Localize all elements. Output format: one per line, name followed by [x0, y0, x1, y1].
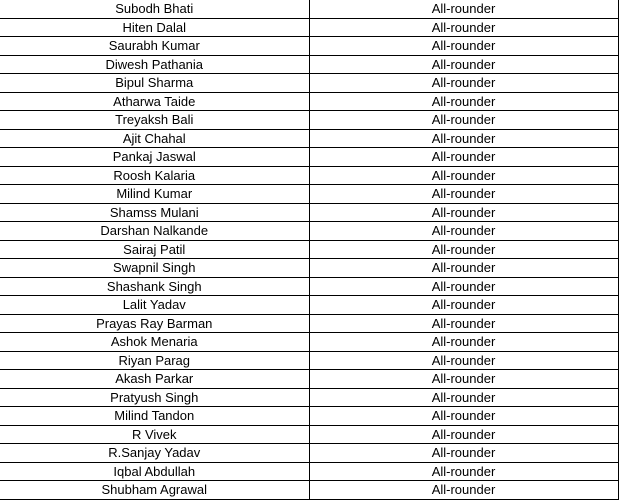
player-role-cell[interactable]: All-rounder — [309, 166, 618, 185]
player-name-cell[interactable]: Iqbal Abdullah — [0, 462, 309, 481]
table-row — [0, 37, 618, 56]
table-row — [0, 92, 618, 111]
table-row — [0, 277, 618, 296]
player-name-cell[interactable]: Milind Tandon — [0, 407, 309, 426]
player-name-cell[interactable]: Prayas Ray Barman — [0, 314, 309, 333]
player-role-cell[interactable]: All-rounder — [309, 444, 618, 463]
player-role-cell[interactable]: All-rounder — [309, 296, 618, 315]
player-name-cell[interactable]: Pankaj Jaswal — [0, 148, 309, 167]
player-name-cell[interactable]: Lalit Yadav — [0, 296, 309, 315]
table-row — [0, 55, 618, 74]
table-row — [0, 407, 618, 426]
player-name-cell[interactable]: Swapnil Singh — [0, 259, 309, 278]
table-row — [0, 388, 618, 407]
player-name-cell[interactable]: Ashok Menaria — [0, 333, 309, 352]
player-name-cell[interactable]: Shashank Singh — [0, 277, 309, 296]
table-row — [0, 314, 618, 333]
player-name-cell[interactable]: R Vivek — [0, 425, 309, 444]
player-name-cell[interactable]: Akash Parkar — [0, 370, 309, 389]
player-name-cell[interactable]: Diwesh Pathania — [0, 55, 309, 74]
player-role-cell[interactable]: All-rounder — [309, 0, 618, 18]
player-name-cell[interactable]: Saurabh Kumar — [0, 37, 309, 56]
player-name-cell[interactable]: Subodh Bhati — [0, 0, 309, 18]
player-role-cell[interactable]: All-rounder — [309, 240, 618, 259]
table-row — [0, 111, 618, 130]
player-name-cell[interactable]: Hiten Dalal — [0, 18, 309, 37]
player-role-cell[interactable]: All-rounder — [309, 277, 618, 296]
player-role-cell[interactable]: All-rounder — [309, 74, 618, 93]
player-role-cell[interactable]: All-rounder — [309, 222, 618, 241]
player-role-cell[interactable]: All-rounder — [309, 425, 618, 444]
player-role-cell[interactable]: All-rounder — [309, 481, 618, 500]
player-name-cell[interactable]: Bipul Sharma — [0, 74, 309, 93]
player-role-cell[interactable]: All-rounder — [309, 111, 618, 130]
table-row — [0, 351, 618, 370]
table-row — [0, 185, 618, 204]
table-row — [0, 222, 618, 241]
table-row — [0, 481, 618, 500]
player-name-cell[interactable]: Pratyush Singh — [0, 388, 309, 407]
player-role-cell[interactable]: All-rounder — [309, 370, 618, 389]
player-role-cell[interactable]: All-rounder — [309, 55, 618, 74]
player-role-cell[interactable]: All-rounder — [309, 129, 618, 148]
table-row — [0, 166, 618, 185]
player-name-cell[interactable]: Darshan Nalkande — [0, 222, 309, 241]
player-role-cell[interactable]: All-rounder — [309, 148, 618, 167]
player-role-cell[interactable]: All-rounder — [309, 462, 618, 481]
table-row — [0, 259, 618, 278]
player-role-cell[interactable]: All-rounder — [309, 314, 618, 333]
player-name-cell[interactable]: Riyan Parag — [0, 351, 309, 370]
table-row — [0, 425, 618, 444]
table-row — [0, 444, 618, 463]
player-role-cell[interactable]: All-rounder — [309, 18, 618, 37]
player-role-cell[interactable]: All-rounder — [309, 407, 618, 426]
player-name-cell[interactable]: R.Sanjay Yadav — [0, 444, 309, 463]
player-role-cell[interactable]: All-rounder — [309, 388, 618, 407]
player-role-cell[interactable]: All-rounder — [309, 203, 618, 222]
table-row — [0, 240, 618, 259]
player-name-cell[interactable]: Shubham Agrawal — [0, 481, 309, 500]
player-name-cell[interactable]: Atharwa Taide — [0, 92, 309, 111]
table-row — [0, 203, 618, 222]
table-row — [0, 129, 618, 148]
player-role-cell[interactable]: All-rounder — [309, 37, 618, 56]
table-row — [0, 18, 618, 37]
player-role-cell[interactable]: All-rounder — [309, 351, 618, 370]
player-role-cell[interactable]: All-rounder — [309, 92, 618, 111]
table-row — [0, 462, 618, 481]
table-row — [0, 370, 618, 389]
table-row — [0, 148, 618, 167]
player-role-cell[interactable]: All-rounder — [309, 259, 618, 278]
player-name-cell[interactable]: Sairaj Patil — [0, 240, 309, 259]
player-name-cell[interactable]: Milind Kumar — [0, 185, 309, 204]
table-row — [0, 296, 618, 315]
table-row — [0, 0, 618, 18]
player-name-cell[interactable]: Roosh Kalaria — [0, 166, 309, 185]
player-name-cell[interactable]: Treyaksh Bali — [0, 111, 309, 130]
player-role-cell[interactable]: All-rounder — [309, 185, 618, 204]
table-row — [0, 333, 618, 352]
player-name-cell[interactable]: Shamss Mulani — [0, 203, 309, 222]
player-role-cell[interactable]: All-rounder — [309, 333, 618, 352]
player-name-cell[interactable]: Ajit Chahal — [0, 129, 309, 148]
table-row — [0, 74, 618, 93]
